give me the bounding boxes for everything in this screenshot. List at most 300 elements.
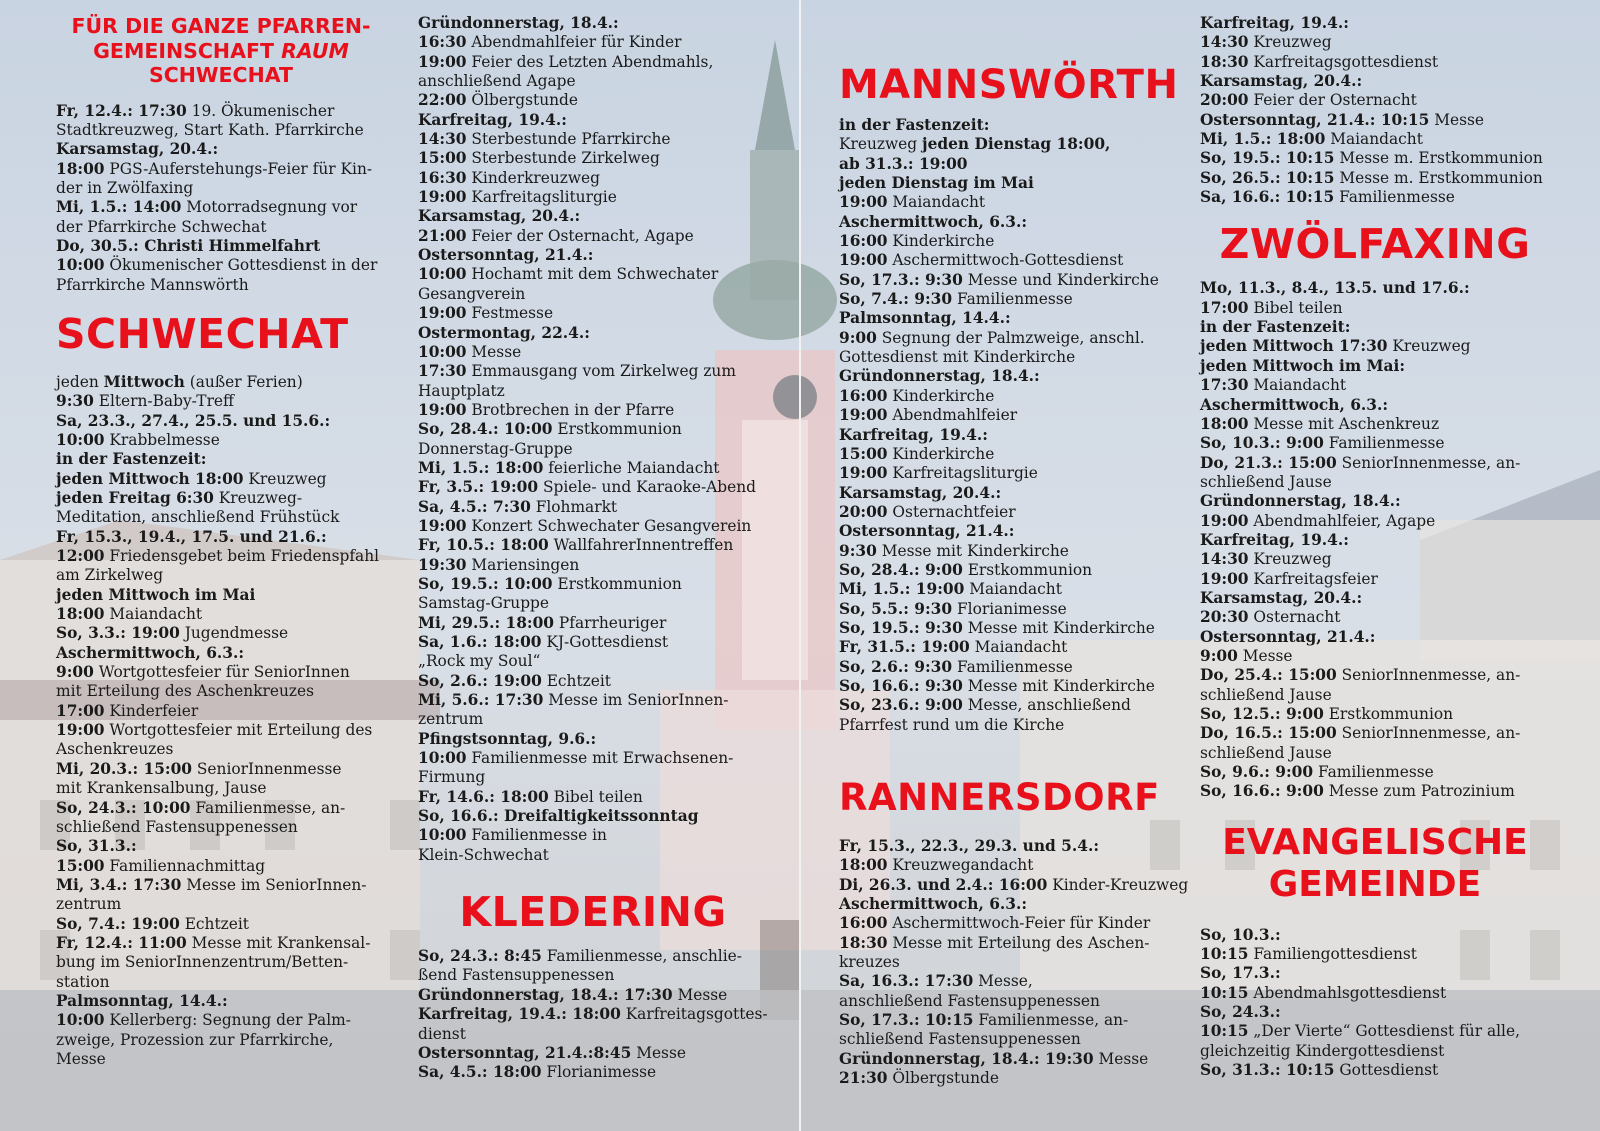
schedule-text: Familienmesse bbox=[952, 290, 1073, 309]
schedule-text: Konzert Schwechater Gesangverein bbox=[466, 516, 752, 535]
schedule-line bbox=[839, 271, 1179, 290]
schedule-line bbox=[1200, 72, 1580, 91]
schedule-date: So, 2.6.: 9:30 bbox=[839, 657, 953, 676]
schedule-text: Osternachtfeier bbox=[887, 502, 1016, 521]
schedule-date: Karsamstag, 20.4.: bbox=[418, 207, 581, 226]
schedule-date: Do, 25.4.: 15:00 bbox=[1200, 666, 1337, 685]
schedule-line bbox=[839, 445, 1179, 464]
schedule-line bbox=[418, 986, 768, 1005]
schedule-line bbox=[418, 498, 768, 517]
schedule-date: So, 3.3.: 19:00 bbox=[56, 624, 180, 643]
schedule-line bbox=[1200, 53, 1580, 72]
schedule-date: Gründonnerstag, 18.4.: bbox=[839, 367, 1040, 386]
schedule-text: Messe bbox=[466, 342, 522, 361]
schedule-date: Mi, 5.6.: 17:30 bbox=[418, 691, 544, 710]
schedule-date: 15:00 bbox=[839, 444, 888, 463]
section-heading: KLEDERING bbox=[459, 888, 727, 937]
schedule-line bbox=[56, 895, 386, 914]
schedule-date: Ostersonntag, 21.4.: bbox=[1200, 627, 1376, 646]
schedule-line bbox=[418, 343, 768, 362]
schedule-date: Karsamstag, 20.4.: bbox=[839, 483, 1002, 502]
schedule-date: Sa, 16.6.: 10:15 bbox=[1200, 188, 1335, 207]
schedule-text: Gottesdienst bbox=[1334, 1061, 1439, 1080]
schedule-date: Ostermontag, 22.4.: bbox=[418, 323, 590, 342]
schedule-line bbox=[418, 246, 768, 265]
schedule-date: Ostersonntag, 21.4.:8:45 bbox=[418, 1043, 632, 1062]
schedule-line bbox=[418, 91, 768, 110]
schedule-text: Firmung bbox=[418, 768, 486, 787]
schedule-text: 19. Ökumenischer bbox=[186, 101, 335, 120]
schedule-text: Florianimesse bbox=[952, 599, 1067, 618]
schedule-line bbox=[839, 619, 1179, 638]
heading-text: GEMEINSCHAFT bbox=[93, 38, 282, 63]
schedule-line bbox=[56, 160, 386, 179]
schedule-line bbox=[839, 1011, 1179, 1030]
schedule-date: 19:00 bbox=[56, 721, 105, 740]
schedule-text: Messe, bbox=[973, 972, 1033, 991]
schedule-text: schließend Fastensuppenessen bbox=[56, 817, 298, 836]
schedule-date: 9:30 bbox=[56, 392, 94, 411]
schedule-text: Eltern-Baby-Treff bbox=[93, 392, 234, 411]
schedule-text: Bibel teilen bbox=[1248, 298, 1343, 317]
spacer bbox=[56, 88, 386, 102]
schedule-line bbox=[56, 1031, 386, 1050]
schedule-line bbox=[56, 624, 386, 643]
schedule-date: 19:00 bbox=[839, 251, 888, 270]
schedule-text: (außer Ferien) bbox=[184, 372, 303, 391]
schedule-line bbox=[418, 53, 768, 72]
schedule-line bbox=[839, 484, 1179, 503]
schedule-line bbox=[56, 489, 386, 508]
schedule-line bbox=[418, 265, 768, 284]
schedule-line bbox=[418, 536, 768, 555]
schedule-text: SeniorInnenmesse bbox=[192, 759, 342, 778]
schedule-text: Erstkommunion bbox=[552, 574, 682, 593]
schedule-line bbox=[839, 914, 1179, 933]
schedule-date: Gründonnerstag, 18.4.: bbox=[418, 14, 619, 32]
schedule-text: Hochamt mit dem Schwechater bbox=[466, 265, 719, 284]
schedule-line bbox=[56, 547, 386, 566]
schedule-text: Familienmesse, anschlie- bbox=[541, 947, 742, 966]
schedule-line bbox=[56, 198, 386, 217]
schedule-text: kreuzes bbox=[839, 953, 900, 972]
schedule-line bbox=[1200, 782, 1580, 801]
schedule-line bbox=[1200, 763, 1580, 782]
schedule-text: ßend Fastensuppenessen bbox=[418, 966, 615, 985]
schedule-line bbox=[839, 503, 1179, 522]
schedule-text: Kreuzweg bbox=[1387, 337, 1471, 356]
schedule-date: Palmsonntag, 14.4.: bbox=[839, 309, 1011, 328]
schedule-date: 14:30 bbox=[1200, 550, 1249, 569]
schedule-text: Mariensingen bbox=[466, 555, 580, 574]
schedule-date: Mi, 3.4.: 17:30 bbox=[56, 875, 182, 894]
schedule-text: zweige, Prozession zur Pfarrkirche, bbox=[56, 1030, 334, 1049]
schedule-line bbox=[56, 857, 386, 876]
schedule-text: Messe mit Krankensal- bbox=[186, 933, 371, 952]
schedule-date: 18:00 bbox=[1200, 414, 1249, 433]
schedule-line bbox=[839, 837, 1179, 856]
schedule-date: Karsamstag, 20.4.: bbox=[56, 140, 219, 159]
schedule-line bbox=[839, 522, 1179, 541]
schedule-date: jeden Dienstag 18:00, bbox=[922, 135, 1111, 154]
schedule-date: Fr, 12.4.: 11:00 bbox=[56, 933, 187, 952]
schedule-date: 16:30 bbox=[418, 33, 467, 52]
schedule-text: anschließend Fastensuppenessen bbox=[839, 991, 1100, 1010]
schedule-text: Spiele- und Karaoke-Abend bbox=[538, 478, 757, 497]
schedule-text: Gesangverein bbox=[418, 284, 526, 303]
schedule-line bbox=[56, 179, 386, 198]
schedule-line bbox=[56, 760, 386, 779]
schedule-line bbox=[839, 561, 1179, 580]
schedule-text: Familienmesse bbox=[1313, 763, 1434, 782]
schedule-line bbox=[839, 992, 1179, 1011]
schedule-line bbox=[1200, 318, 1580, 337]
schedule-line bbox=[418, 788, 768, 807]
schedule-text: Sterbestunde Zirkelweg bbox=[466, 149, 660, 168]
schedule-text: Bibel teilen bbox=[548, 787, 643, 806]
schedule-date: 19:00 bbox=[1200, 511, 1249, 530]
schedule-line bbox=[56, 412, 386, 431]
schedule-line bbox=[839, 1030, 1179, 1049]
section-heading: SCHWECHAT bbox=[56, 309, 349, 358]
schedule-date: Palmsonntag, 14.4.: bbox=[56, 991, 228, 1010]
schedule-date: ab 31.3.: 19:00 bbox=[839, 154, 968, 173]
schedule-line bbox=[839, 426, 1179, 445]
schedule-text: Maiandacht bbox=[887, 193, 986, 212]
schedule-line bbox=[839, 329, 1179, 348]
schedule-line bbox=[418, 846, 768, 865]
schedule-line bbox=[418, 304, 768, 323]
schedule-line bbox=[1200, 608, 1580, 627]
schedule-date: So, 16.6.: Dreifaltigkeitssonntag bbox=[418, 807, 699, 826]
schedule-date: 10:15 bbox=[1200, 1022, 1249, 1041]
schedule-line bbox=[418, 169, 768, 188]
schedule-line bbox=[56, 953, 386, 972]
schedule-text: Maiandacht bbox=[104, 605, 203, 624]
schedule-line bbox=[839, 193, 1179, 212]
schedule-date: in der Fastenzeit: bbox=[839, 116, 990, 134]
schedule-text: Echtzeit bbox=[541, 671, 611, 690]
schedule-text: Erstkommunion bbox=[1323, 705, 1454, 723]
schedule-date: Mittwoch bbox=[103, 372, 185, 391]
schedule-text: Messe bbox=[56, 1049, 106, 1068]
schedule-date: Sa, 23.3., 27.4., 25.5. und 15.6.: bbox=[56, 411, 331, 430]
schedule-date: 12:00 bbox=[56, 547, 105, 566]
schedule-date: 14:30 bbox=[1200, 33, 1249, 52]
schedule-line bbox=[1200, 686, 1580, 705]
schedule-text: jeden bbox=[56, 372, 104, 391]
schedule-line bbox=[418, 1025, 768, 1044]
schedule-line bbox=[56, 876, 386, 895]
schedule-text: Feier der Osternacht bbox=[1248, 91, 1417, 110]
schedule-text: Messe im SeniorInnen- bbox=[543, 691, 729, 710]
schedule-text: anschließend Agape bbox=[418, 72, 576, 91]
schedule-text: bung im SeniorInnenzentrum/Betten- bbox=[56, 953, 349, 972]
schedule-line bbox=[418, 517, 768, 536]
schedule-line bbox=[1200, 434, 1580, 453]
schedule-line bbox=[56, 605, 386, 624]
schedule-text: Familienmesse bbox=[1334, 188, 1455, 207]
heading-text-italic: RAUM bbox=[281, 38, 349, 63]
schedule-text: Maiandacht bbox=[1248, 376, 1347, 395]
schedule-line bbox=[839, 213, 1179, 232]
schedule-line bbox=[839, 309, 1179, 328]
schedule-date: Sa, 4.5.: 7:30 bbox=[418, 497, 531, 516]
schedule-date: So, 17.3.: 9:30 bbox=[839, 270, 963, 289]
schedule-line bbox=[56, 218, 386, 237]
schedule-date: 10:00 bbox=[418, 265, 467, 284]
schedule-date: jeden Dienstag im Mai bbox=[839, 174, 1034, 193]
schedule-line bbox=[839, 406, 1179, 425]
schedule-line bbox=[418, 672, 768, 691]
schedule-date: 18:00 bbox=[839, 856, 888, 875]
schedule-text: Abendmahlfeier für Kinder bbox=[466, 33, 682, 52]
schedule-date: So, 17.3.: bbox=[1200, 964, 1281, 983]
schedule-date: Karfreitag, 19.4.: bbox=[1200, 14, 1349, 32]
schedule-line bbox=[1200, 628, 1580, 647]
schedule-line bbox=[1200, 1003, 1580, 1022]
schedule-line bbox=[56, 1050, 386, 1069]
schedule-date: Karfreitag, 19.4.: bbox=[839, 425, 988, 444]
schedule-date: So, 7.4.: 19:00 bbox=[56, 914, 180, 933]
schedule-line bbox=[418, 1063, 768, 1082]
schedule-date: 9:00 bbox=[839, 328, 877, 347]
schedule-text: Echtzeit bbox=[179, 914, 249, 933]
schedule-date: 17:00 bbox=[1200, 298, 1249, 317]
schedule-line bbox=[56, 799, 386, 818]
schedule-line bbox=[1200, 647, 1580, 666]
schedule-text: Kreuzwegandacht bbox=[887, 856, 1034, 875]
schedule-line bbox=[1200, 945, 1580, 964]
schedule-line bbox=[1200, 130, 1580, 149]
schedule-line bbox=[839, 875, 1189, 895]
heading-line: GEMEINDE bbox=[1268, 863, 1482, 905]
schedule-line bbox=[56, 779, 386, 798]
schedule-line bbox=[1200, 570, 1580, 589]
schedule-date: 15:00 bbox=[56, 856, 105, 875]
schedule-line bbox=[418, 1005, 768, 1024]
schedule-text: mit Erteilung des Aschenkreuzes bbox=[56, 682, 315, 701]
schedule-date: 21:00 bbox=[418, 226, 467, 245]
schedule-date: So, 19.5.: 10:15 bbox=[1200, 149, 1335, 168]
schedule-text: zentrum bbox=[418, 710, 484, 729]
schedule-text: Wortgottesfeier mit Erteilung des bbox=[104, 721, 373, 740]
schedule-text: Krabbelmesse bbox=[104, 430, 220, 449]
schedule-line bbox=[418, 362, 768, 381]
schedule-line bbox=[839, 638, 1179, 657]
schedule-date: Mo, 11.3., 8.4., 13.5. und 17.6.: bbox=[1200, 279, 1470, 298]
schedule-date: Pfingstsonntag, 9.6.: bbox=[418, 729, 597, 748]
schedule-line bbox=[56, 431, 386, 450]
schedule-date: So, 24.3.: bbox=[1200, 1003, 1281, 1022]
schedule-text: Messe mit Kinderkirche bbox=[962, 618, 1155, 637]
schedule-date: Karsamstag, 20.4.: bbox=[1200, 588, 1363, 607]
schedule-date: Mi, 1.5.: 19:00 bbox=[839, 580, 965, 599]
schedule-date: 16:00 bbox=[839, 386, 888, 405]
column-3 bbox=[839, 14, 1189, 1088]
schedule-line bbox=[56, 663, 386, 682]
schedule-date: 10:00 bbox=[56, 430, 105, 449]
schedule-text: Karfreitagsfeier bbox=[1248, 569, 1378, 588]
schedule-text: Maiandacht bbox=[964, 580, 1062, 599]
schedule-text: Abendmahlfeier, Agape bbox=[1248, 511, 1436, 530]
schedule-text: Erstkommunion bbox=[962, 560, 1093, 579]
schedule-text: Kellerberg: Segnung der Palm- bbox=[104, 1011, 351, 1030]
schedule-text: schließend Jause bbox=[1200, 743, 1332, 762]
schedule-line bbox=[56, 682, 386, 701]
schedule-line bbox=[418, 730, 768, 749]
schedule-line bbox=[1200, 454, 1580, 473]
schedule-text: Kinderkreuzweg bbox=[466, 168, 601, 187]
schedule-date: Ostersonntag, 21.4.: bbox=[839, 522, 1015, 541]
schedule-date: So, 17.3.: 10:15 bbox=[839, 1011, 974, 1030]
schedule-text: Familienmesse in bbox=[466, 826, 607, 845]
schedule-text: Abendmahlfeier bbox=[887, 406, 1018, 425]
schedule-line bbox=[1200, 492, 1580, 511]
schedule-date: jeden Mittwoch 18:00 bbox=[56, 469, 244, 488]
schedule-line bbox=[1200, 926, 1580, 945]
schedule-date: 20:30 bbox=[1200, 608, 1249, 627]
schedule-line bbox=[839, 934, 1179, 953]
schedule-line bbox=[839, 348, 1179, 367]
schedule-date: jeden Mittwoch im Mai: bbox=[1200, 356, 1406, 375]
schedule-line bbox=[1200, 188, 1580, 207]
schedule-line bbox=[1200, 337, 1580, 356]
schedule-text: Messe m. Erstkommunion bbox=[1334, 149, 1543, 168]
schedule-date: 17:00 bbox=[56, 701, 105, 720]
schedule-date: jeden Freitag 6:30 bbox=[56, 489, 214, 507]
schedule-date: Mi, 20.3.: 15:00 bbox=[56, 759, 192, 778]
schedule-text: Motorradsegnung vor bbox=[181, 198, 358, 217]
schedule-text: Samstag-Gruppe bbox=[418, 594, 550, 613]
schedule-text: WallfahrerInnentreffen bbox=[548, 536, 734, 555]
schedule-line bbox=[1200, 589, 1580, 608]
schedule-date: 10:15 bbox=[1200, 983, 1249, 1002]
schedule-date: 9:00 bbox=[1200, 646, 1238, 665]
schedule-text: Familienmesse, an- bbox=[190, 798, 346, 817]
schedule-text: Gottesdienst mit Kinderkirche bbox=[839, 348, 1076, 367]
schedule-text: Karfreitagsgottes- bbox=[620, 1005, 768, 1024]
schedule-text: PGS-Auferstehungs-Feier für Kin- bbox=[104, 159, 373, 178]
schedule-date: 19:00 bbox=[418, 52, 467, 71]
schedule-date: 18:00 bbox=[56, 605, 105, 624]
schedule-line bbox=[418, 633, 768, 652]
schedule-date: 22:00 bbox=[418, 91, 467, 110]
schedule-text: dienst bbox=[418, 1024, 466, 1043]
schedule-text: Messe und Kinderkirche bbox=[962, 270, 1159, 289]
schedule-line bbox=[418, 324, 768, 343]
schedule-line bbox=[1200, 396, 1580, 415]
schedule-text: Messe, anschließend bbox=[962, 696, 1131, 715]
schedule-line bbox=[1200, 1061, 1580, 1080]
schedule-line bbox=[418, 33, 768, 52]
schedule-line bbox=[839, 1050, 1179, 1069]
schedule-line bbox=[1200, 984, 1580, 1003]
schedule-date: Karfreitag, 19.4.: bbox=[1200, 530, 1349, 549]
schedule-line bbox=[56, 915, 386, 934]
schedule-text: Pfarrfest rund um die Kirche bbox=[839, 715, 1065, 734]
schedule-date: 19:00 bbox=[418, 304, 467, 323]
schedule-date: 10:00 bbox=[418, 826, 467, 845]
schedule-date: So, 24.3.: 8:45 bbox=[418, 947, 542, 966]
schedule-line bbox=[418, 478, 768, 497]
schedule-line bbox=[56, 934, 386, 953]
schedule-line bbox=[418, 401, 768, 420]
schedule-date: Do, 21.3.: 15:00 bbox=[1200, 453, 1337, 472]
schedule-date: 19:00 bbox=[839, 406, 888, 425]
schedule-date: 14:30 bbox=[418, 130, 467, 149]
schedule-date: Gründonnerstag, 18.4.: bbox=[1200, 492, 1401, 511]
schedule-line bbox=[839, 953, 1179, 972]
schedule-date: So, 10.3.: 9:00 bbox=[1200, 434, 1324, 453]
schedule-line bbox=[1200, 1042, 1580, 1061]
schedule-date: So, 16.6.: 9:30 bbox=[839, 676, 963, 695]
schedule-text: Messe bbox=[1093, 1049, 1149, 1068]
column-1 bbox=[56, 14, 386, 1069]
schedule-line bbox=[1200, 299, 1580, 318]
schedule-line bbox=[839, 895, 1179, 914]
schedule-line bbox=[418, 207, 768, 226]
schedule-line bbox=[56, 586, 386, 605]
schedule-line bbox=[418, 947, 768, 966]
schedule-text: am Zirkelweg bbox=[56, 566, 164, 585]
page-fold bbox=[799, 0, 801, 1131]
schedule-date: 18:30 bbox=[839, 933, 888, 952]
schedule-date: Sa, 4.5.: 18:00 bbox=[418, 1063, 542, 1082]
schedule-line bbox=[1200, 376, 1580, 395]
schedule-text: Kreuzweg bbox=[243, 469, 327, 488]
schedule-date: So, 12.5.: 9:00 bbox=[1200, 705, 1324, 723]
schedule-text: Ölbergstunde bbox=[466, 91, 579, 110]
schedule-line bbox=[1200, 964, 1580, 983]
schedule-date: So, 7.4.: 9:30 bbox=[839, 290, 953, 309]
schedule-text: Wortgottesfeier für SeniorInnen bbox=[93, 663, 350, 682]
schedule-text: KJ-Gottesdienst bbox=[541, 633, 669, 651]
schedule-text: Familiennachmittag bbox=[104, 856, 266, 875]
schedule-date: 10:00 bbox=[418, 749, 467, 768]
schedule-line bbox=[418, 149, 768, 168]
schedule-line bbox=[1200, 724, 1580, 743]
schedule-line bbox=[1200, 33, 1580, 52]
schedule-text: der Pfarrkirche Schwechat bbox=[56, 217, 267, 236]
schedule-line bbox=[56, 528, 386, 547]
schedule-date: 18:30 bbox=[1200, 52, 1249, 71]
schedule-line bbox=[418, 652, 768, 671]
schedule-text: Meditation, anschließend Frühstück bbox=[56, 508, 340, 527]
schedule-text: Kreuzweg bbox=[1248, 33, 1332, 52]
schedule-text: Maiandacht bbox=[969, 638, 1068, 657]
schedule-date: Fr, 15.3., 19.4., 17.5. und 21.6.: bbox=[56, 527, 327, 546]
schedule-line bbox=[56, 450, 386, 469]
schedule-line bbox=[418, 382, 768, 401]
schedule-line bbox=[418, 1044, 768, 1063]
schedule-line bbox=[1200, 531, 1580, 550]
schedule-line bbox=[56, 373, 386, 392]
schedule-text: Pfarrheuriger bbox=[554, 613, 667, 632]
schedule-text: Kreuzweg bbox=[839, 135, 923, 154]
schedule-line bbox=[418, 594, 768, 613]
schedule-date: 17:30 bbox=[418, 362, 467, 381]
schedule-date: So, 16.6.: 9:00 bbox=[1200, 782, 1324, 801]
schedule-text: schließend Jause bbox=[1200, 472, 1332, 491]
schedule-line bbox=[839, 367, 1179, 386]
schedule-text: Jugendmesse bbox=[179, 624, 289, 643]
schedule-text: Familiengottesdienst bbox=[1248, 945, 1417, 964]
schedule-text: Florianimesse bbox=[541, 1063, 657, 1082]
schedule-date: 18:00 bbox=[56, 159, 105, 178]
schedule-line bbox=[56, 992, 386, 1011]
schedule-date: 19:30 bbox=[418, 555, 467, 574]
